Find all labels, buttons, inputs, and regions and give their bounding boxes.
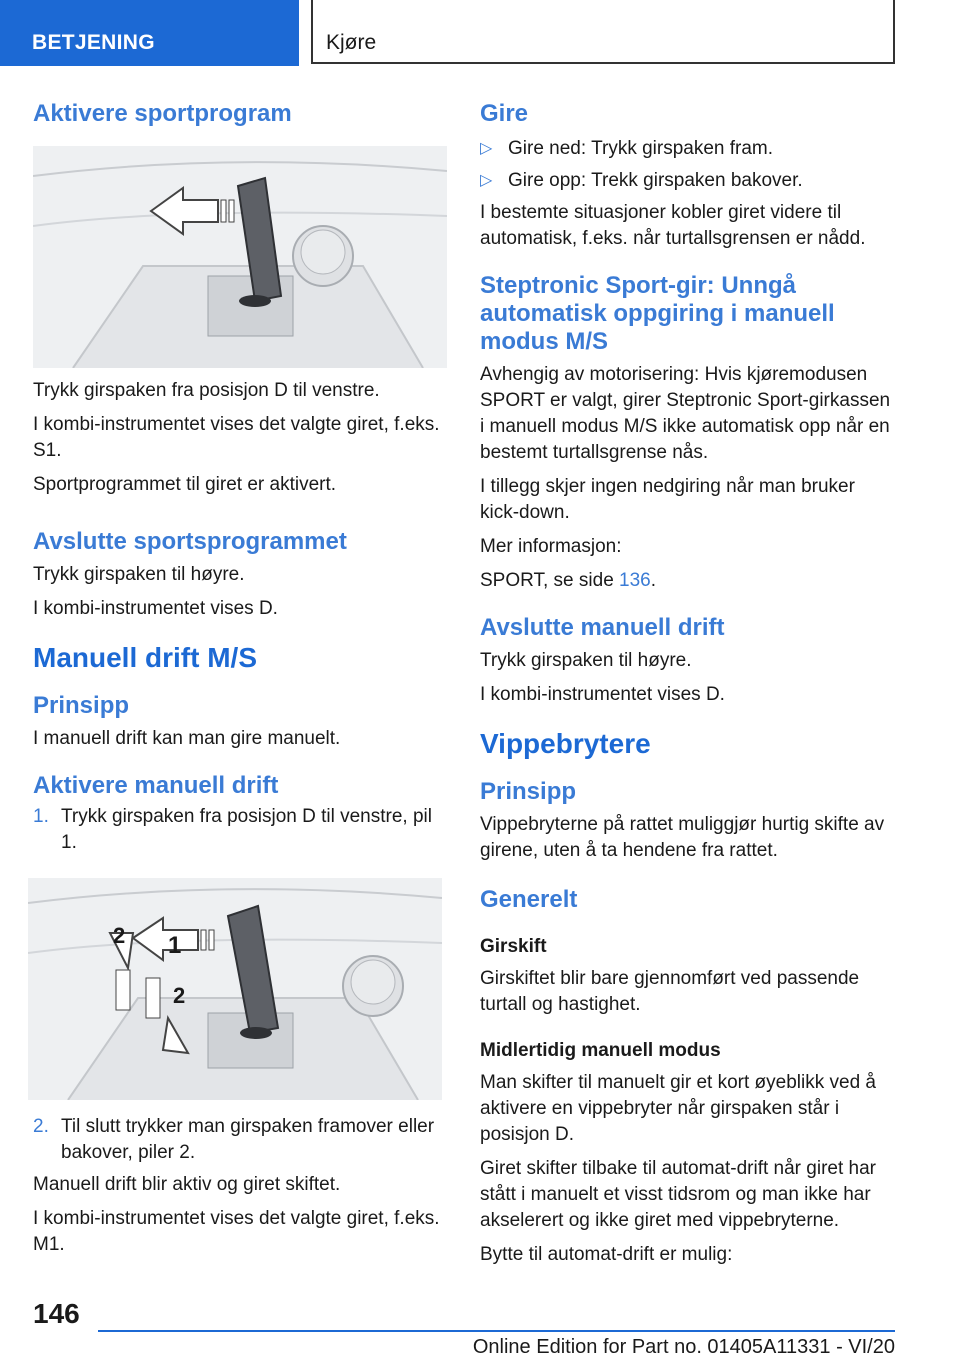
arrow-label-2b: 2 (173, 983, 186, 1008)
para: I kombi-instrumentet vises D. (480, 684, 725, 705)
para: I manuell drift kan man gire manuelt. (33, 728, 341, 749)
para: Man skifter til manuelt gir et kort øyeblikk ved å aktivere en vippebryter når girspaken står i posisjon D. (480, 1072, 876, 1145)
section-title: BETJENING (32, 31, 155, 54)
gear-lever-figure-sport (33, 146, 447, 368)
heading-aktivere-manuell-drift: Aktivere manuell drift (33, 772, 279, 799)
para: I kombi-instrumentet vises det valgte giret, f.eks. S1. (33, 414, 440, 461)
para-text: SPORT, se side (480, 570, 620, 591)
bullet-text: Gire opp: Trekk girspaken bakover. (508, 170, 803, 191)
para: Giret skifter tilbake til automat-drift når giret har stått i manuelt et visst tidsrom og man ikke har akselerert og ikke giret med vippebryterne. (480, 1158, 876, 1231)
triangle-bullet-icon: ▷ (480, 172, 493, 189)
para: Girskiftet blir bare gjennomført ved passende turtall og hastighet. (480, 968, 860, 1015)
chapter-title: Kjøre (326, 31, 377, 54)
step-number: 2. (33, 1116, 49, 1137)
heading-gire: Gire (480, 100, 529, 127)
para-with-link (480, 568, 895, 594)
step-text: Trykk girspaken fra posisjon D til venstre, pil 1. (61, 806, 432, 853)
para: I kombi-instrumentet vises D. (33, 598, 278, 619)
list-item (33, 804, 443, 856)
list-item (33, 1114, 443, 1166)
heading-girskift: Girskift (480, 936, 547, 957)
heading-generelt: Generelt (480, 886, 578, 913)
bullet-text: Gire ned: Trykk girspaken fram. (508, 138, 774, 159)
para: Avhengig av motorisering: Hvis kjøremodusen SPORT er valgt, girer Steptronic Sport-girkassen i manuell modus M/S ikke automatisk opp når en bestemt turtallsgrense nås. (480, 364, 891, 463)
heading-aktivere-sportprogram: Aktivere sportprogram (33, 100, 292, 127)
heading-avslutte-manuell-drift: Avslutte manuell drift (480, 614, 725, 641)
right-column (480, 100, 895, 1268)
para: I tillegg skjer ingen nedgiring når man bruker kick-down. (480, 476, 855, 523)
para: Trykk girspaken til høyre. (33, 564, 245, 585)
para-text: . (650, 570, 657, 591)
list-item (480, 136, 895, 162)
heading-vippebrytere: Vippebrytere (480, 728, 651, 759)
para: I kombi-instrumentet vises det valgte giret, f.eks. M1. (33, 1208, 440, 1255)
triangle-bullet-icon: ▷ (480, 140, 493, 157)
para: Trykk girspaken fra posisjon D til venstre. (33, 380, 380, 401)
arrow-label-2a: 2 (113, 923, 126, 948)
footer-rule (98, 1330, 895, 1332)
gear-lever-figure-manual (28, 878, 442, 1100)
para: Bytte til automat-drift er mulig: (480, 1244, 733, 1265)
section-tab (0, 0, 299, 66)
list-item (480, 168, 895, 194)
heading-prinsipp: Prinsipp (33, 692, 130, 719)
para: Vippebryterne på rattet muliggjør hurtig skifte av girene, uten å ta hendene fra rattet. (480, 814, 885, 861)
arrow-label-1: 1 (168, 932, 182, 959)
edition-note: Online Edition for Part no. 01405A11331 - VI/20 (472, 1336, 895, 1358)
heading-prinsipp: Prinsipp (480, 778, 577, 805)
heading-avslutte-sportsprogrammet: Avslutte sportsprogrammet (33, 528, 347, 555)
para: Mer informasjon: (480, 536, 622, 557)
para: Trykk girspaken til høyre. (480, 650, 692, 671)
page-number: 146 (33, 1298, 80, 1329)
heading-midlertidig-manuell-modus: Midlertidig manuell modus (480, 1040, 721, 1061)
step-text: Til slutt trykker man girspaken framover eller bakover, piler 2. (61, 1116, 435, 1163)
chapter-header (311, 0, 895, 64)
step-number: 1. (33, 806, 49, 827)
para: Manuell drift blir aktiv og giret skiftet. (33, 1174, 341, 1195)
heading-manuell-drift: Manuell drift M/S (33, 642, 257, 673)
para: Sportprogrammet til giret er aktivert. (33, 474, 337, 495)
para: I bestemte situasjoner kobler giret videre til automatisk, f.eks. når turtallsgrensen er nådd. (480, 202, 866, 249)
page-link-136[interactable]: 136 (619, 570, 651, 591)
heading-steptronic: Steptronic Sport-gir: Unngå automatisk oppgiring i manuell modus M/S (480, 272, 835, 355)
left-column (33, 100, 443, 1258)
